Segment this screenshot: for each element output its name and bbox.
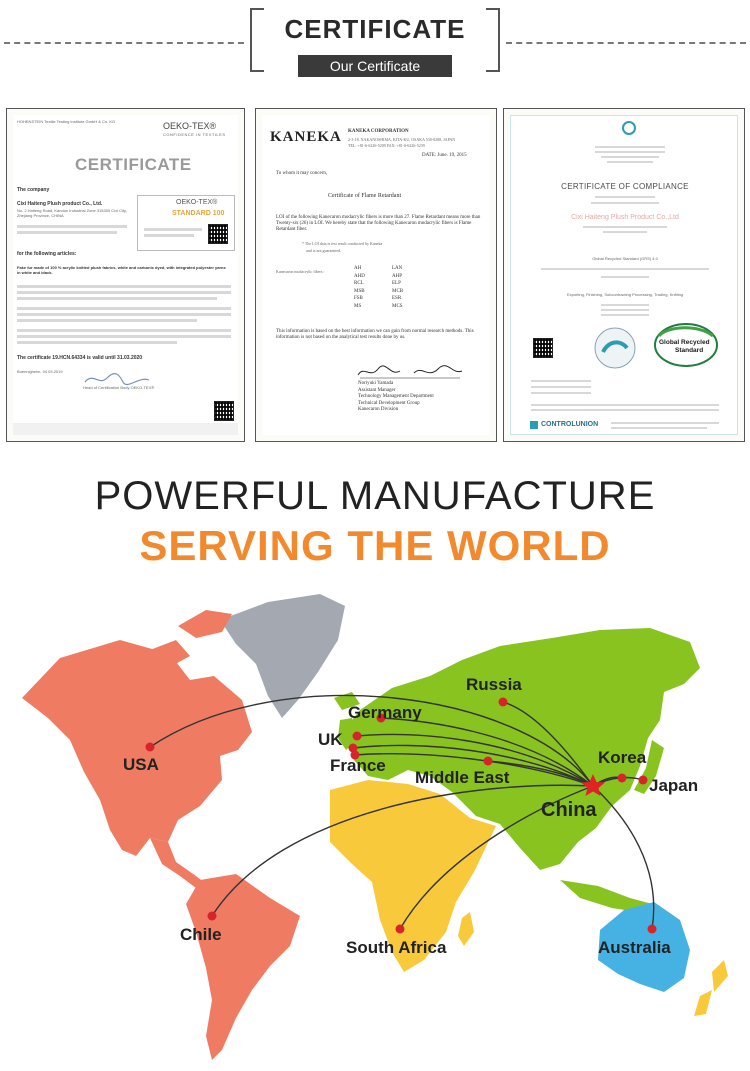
compliance-company: Cixi Haiteng Plush Product Co.,Ltd	[571, 214, 679, 221]
label-germany: Germany	[348, 703, 422, 722]
label-australia: Australia	[598, 938, 671, 957]
pin-south-africa	[396, 925, 405, 934]
pin-middle-east	[484, 757, 493, 766]
certificate-grs	[503, 108, 745, 442]
control-union-logo: CONTROLUNION	[541, 421, 599, 428]
south-america-shape	[186, 874, 300, 1060]
certificate-page	[510, 115, 738, 435]
compliance-title: CERTIFICATE OF COMPLIANCE	[561, 182, 689, 191]
letter-greeting: To whom it may concern,	[276, 171, 328, 176]
qr-code-icon	[533, 338, 553, 358]
pin-uk	[353, 732, 362, 741]
corporation-address: 2-3-18, NAKANOSHIMA, KITA-KU, OSAKA 530-8288, JAPAN	[348, 137, 456, 142]
label-china: China	[541, 799, 597, 821]
pin-korea	[618, 774, 627, 783]
company-address: No. 2 Haiteng Road, Kandun Industrial Zone 315300 Cixi City, Zhejiang Province, CHINA	[17, 208, 127, 218]
label-south-africa: South Africa	[346, 938, 447, 957]
world-map	[0, 580, 750, 1071]
signature-caption: Head of Certification Body OEKO-TEX®	[83, 385, 155, 390]
control-union-seal-icon	[621, 120, 637, 136]
section-subtitle: Our Certificate	[298, 55, 452, 77]
label-japan: Japan	[649, 776, 699, 795]
compliance-activities: Exporting, Finishing, Subcontracting Processing, Trading, Knitting	[566, 292, 684, 297]
badge-brand: OEKO-TEX®	[176, 199, 218, 206]
certificate-footer-bar	[13, 423, 238, 435]
oeko-tex-logo: OEKO-TEX®	[163, 121, 217, 131]
company-name: Cixi Haiteng Plush product Co., Ltd.	[17, 201, 103, 207]
label-usa: USA	[123, 755, 159, 774]
qr-code-icon	[214, 401, 234, 421]
issuer-line: HOHENSTEIN Textile Testing Institute GmbH & Co. KG	[17, 119, 116, 124]
central-america-shape	[150, 838, 206, 888]
new-zealand-shape	[694, 960, 728, 1016]
letter-date: DATE: June. 19, 2015	[422, 153, 467, 158]
letter-title: Certificate of Flame Retardant	[328, 193, 402, 199]
place-date: Boennigheim, 04.03.2019	[17, 369, 63, 374]
oeko-tex-tagline: CONFIDENCE IN TEXTILES	[163, 132, 226, 137]
fibers-column-1: AH AHD RCL MSB FSB MS	[354, 266, 365, 309]
label-france: France	[330, 756, 386, 775]
certificate-heading: CERTIFICATE	[75, 155, 192, 174]
letter-note-2: and is not guaranteed.	[306, 248, 342, 253]
certificate-oeko-tex	[6, 108, 245, 442]
label-russia: Russia	[466, 675, 522, 694]
fibers-label: Kanecaron modacrylic fibers :	[276, 269, 325, 274]
letter-footer: This information is based on the best information we can gain from normal research methods. This information is not based on the analytical test results done by us.	[276, 329, 474, 340]
label-uk: UK	[318, 730, 343, 749]
grs-logo-text-2: Standard	[675, 347, 704, 354]
headline-manufacture: POWERFUL MANUFACTURE	[94, 474, 656, 518]
control-union-icon	[529, 420, 539, 430]
compliance-standard: Global Recycled Standard (GRS) 4.0	[592, 256, 658, 261]
fibers-column-2: LAN AHP ELP MCB ESR MCS	[392, 266, 404, 309]
badge-standard: STANDARD 100	[172, 210, 225, 217]
header-divider-right	[506, 42, 746, 44]
signer-block: Noriyuki Yamada Assistant Manager Technology Management Department Technical Development Group Kanecaron Division	[358, 381, 434, 412]
label-chile: Chile	[180, 925, 222, 944]
pin-australia	[648, 925, 657, 934]
articles-label: for the following articles:	[17, 251, 77, 257]
letter-body: LOI of the following Kanecaron modacrylic fibers is more than 27. Flame Retardant means more than Twenty-six (26) in LOI. We hereby state that the following Kanecaron modacrylic fibers is Flame Retardant fiber.	[276, 215, 481, 232]
articles-text: Fake fur made of 100 % acrylic knitted plush fabrics, white and carbonic dyed, with integrated polyester yarns in white and black.	[17, 265, 226, 275]
certificate-kaneka	[255, 108, 497, 442]
grs-logo-text-1: Global Recycled	[659, 339, 710, 346]
section-title: CERTIFICATE	[284, 14, 466, 44]
pin-usa	[146, 743, 155, 752]
kaneka-logo: KANEKA	[270, 129, 342, 145]
corporation-phone: TEL: +81-6-6226-5209 FAX: +81-6-6226-5239	[348, 143, 425, 148]
letter-note-1: * The LOI data is test result conducted by Kaneka	[302, 241, 383, 246]
headline-serving-world: SERVING THE WORLD	[139, 522, 611, 569]
label-middle-east: Middle East	[415, 768, 510, 787]
signature-image	[356, 363, 466, 381]
header-box	[250, 8, 500, 74]
north-america-shape	[22, 640, 252, 856]
validity-text: The certificate 19.HCN.64334 is valid until 31.03.2020	[17, 355, 143, 361]
standard-badge	[137, 195, 235, 251]
madagascar-shape	[458, 912, 474, 946]
pin-russia	[499, 698, 508, 707]
certificate-page	[13, 115, 238, 435]
corporation-name: KANEKA CORPORATION	[348, 129, 409, 134]
header-divider-left	[4, 42, 244, 44]
pin-chile	[208, 912, 217, 921]
label-korea: Korea	[598, 748, 647, 767]
company-label: The company	[17, 187, 50, 193]
recycled-seal-icon	[593, 326, 637, 370]
pin-japan	[639, 776, 648, 785]
certificate-page	[262, 115, 490, 435]
qr-code-icon	[208, 224, 228, 244]
